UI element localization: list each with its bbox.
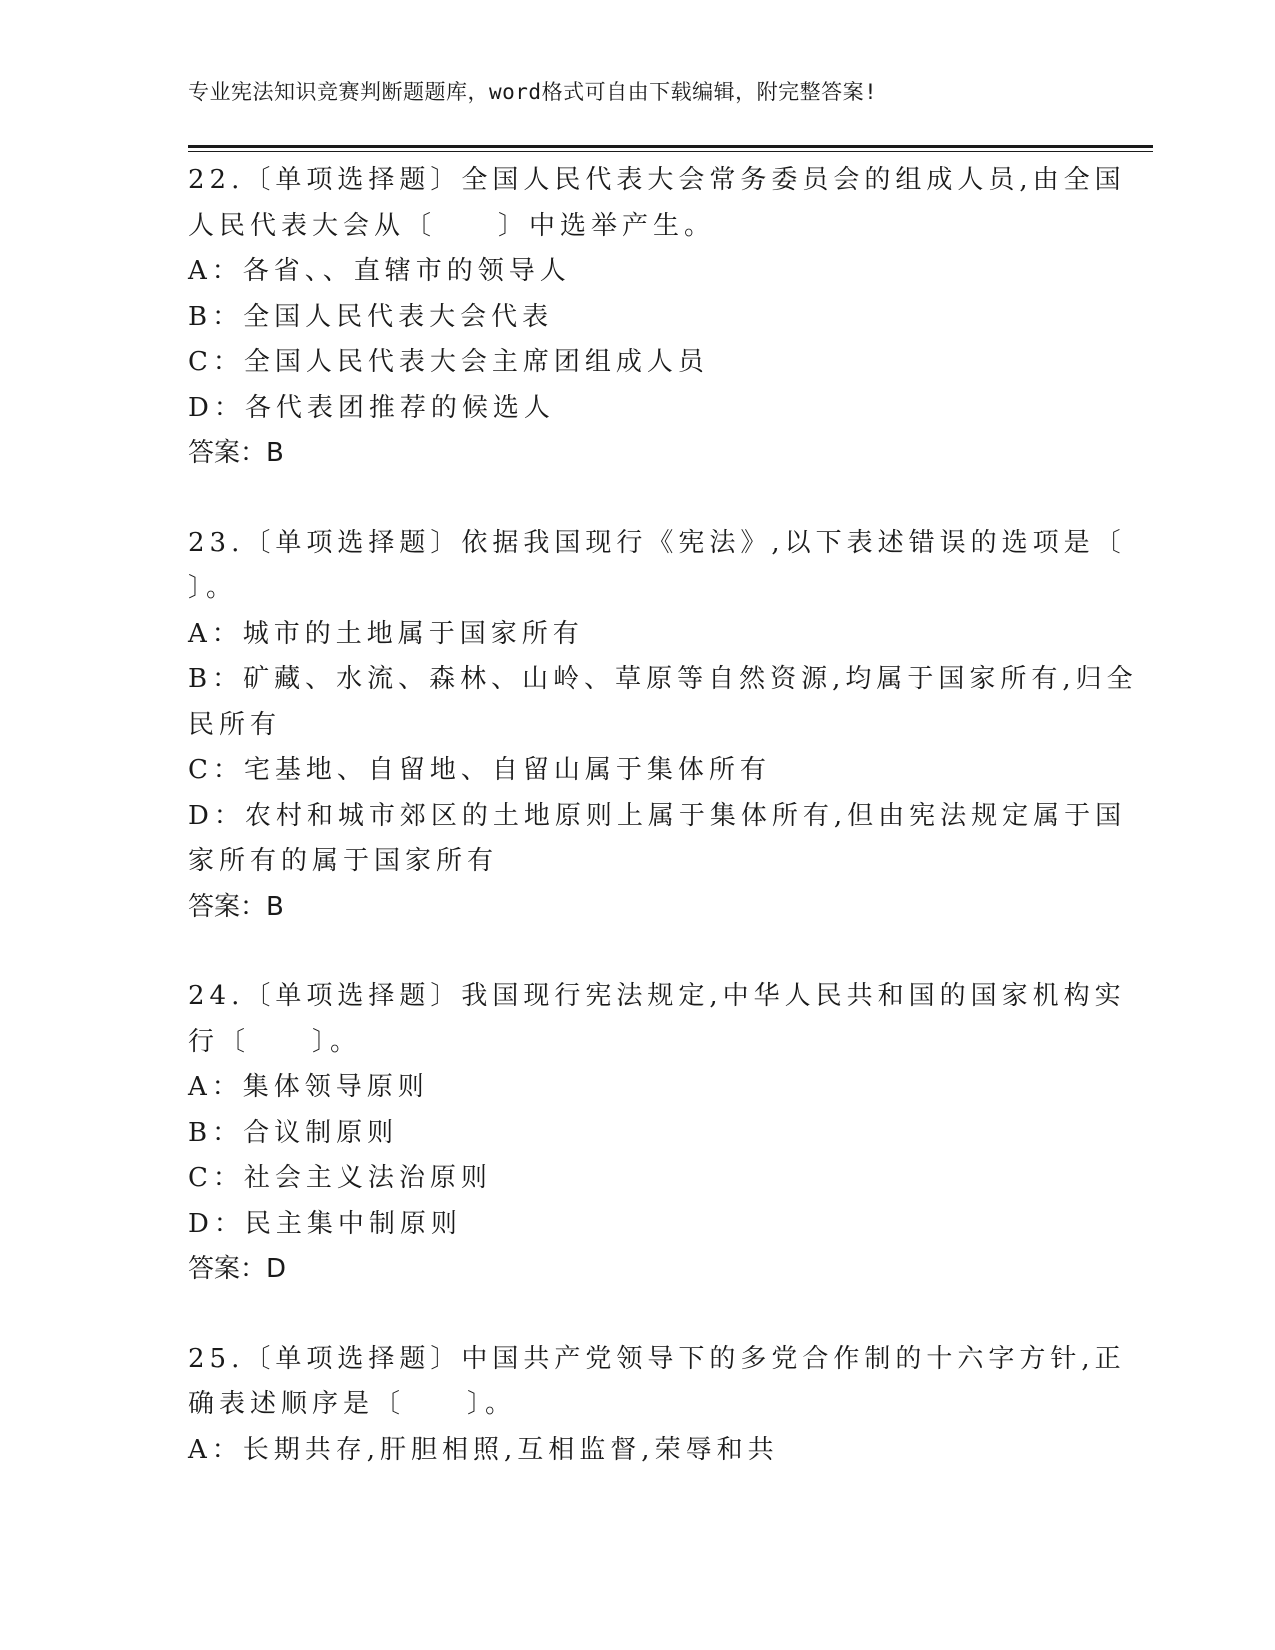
question-25 [188, 1337, 1126, 1474]
question-stem: 25.〔单项选择题〕中国共产党领导下的多党合作制的十六字方针,正 [188, 1343, 1126, 1374]
page-header: 专业宪法知识竞赛判断题题库，word格式可自由下载编辑，附完整答案! [188, 80, 878, 104]
option-b: B：合议制原则 [188, 1117, 399, 1148]
option-b: B：矿藏、水流、森林、山岭、草原等自然资源,均属于国家所有,归全 [188, 664, 1138, 694]
option-d: D：农村和城市郊区的土地原则上属于集体所有,但由宪法规定属于国 [188, 800, 1127, 831]
header-rule-thick [188, 145, 1153, 148]
option-a: A：长期共存,肝胆相照,互相监督,荣辱和共 [188, 1434, 779, 1465]
question-24 [188, 974, 1126, 1293]
option-a: A：各省、、直辖市的领导人 [188, 256, 571, 286]
question-22 [188, 158, 1126, 477]
question-stem: 24.〔单项选择题〕我国现行宪法规定,中华人民共和国的国家机构实 [188, 981, 1126, 1011]
option-d: D：民主集中制原则 [188, 1208, 462, 1239]
question-stem: 行〔 〕。 [188, 1026, 362, 1057]
option-d-continued: 家所有的属于国家所有 [188, 846, 499, 876]
option-c: C：全国人民代表大会主席团组成人员 [188, 347, 709, 377]
question-stem: 确表述顺序是〔 〕。 [188, 1389, 517, 1419]
question-list [188, 158, 1138, 1517]
question-23 [188, 521, 1138, 931]
option-d: D：各代表团推荐的候选人 [188, 392, 555, 423]
question-stem: 22.〔单项选择题〕全国人民代表大会常务委员会的组成人员,由全国 [188, 165, 1126, 195]
option-a: A：城市的土地属于国家所有 [188, 618, 584, 649]
header-rule-thin [188, 151, 1153, 152]
answer-line: 答案：B [188, 891, 284, 922]
question-stem: 〕。 [188, 573, 238, 603]
option-b: B：全国人民代表大会代表 [188, 301, 554, 332]
option-c: C：社会主义法治原则 [188, 1163, 492, 1193]
question-stem: 人民代表大会从〔 〕中选举产生。 [188, 210, 716, 241]
answer-line: 答案：B [188, 438, 284, 468]
answer-line: 答案：D [188, 1254, 287, 1284]
option-a: A：集体领导原则 [188, 1072, 429, 1102]
question-stem: 23.〔单项选择题〕依据我国现行《宪法》,以下表述错误的选项是〔 [188, 527, 1126, 558]
option-b-continued: 民所有 [188, 709, 282, 740]
option-c: C：宅基地、自留地、自留山属于集体所有 [188, 755, 771, 785]
